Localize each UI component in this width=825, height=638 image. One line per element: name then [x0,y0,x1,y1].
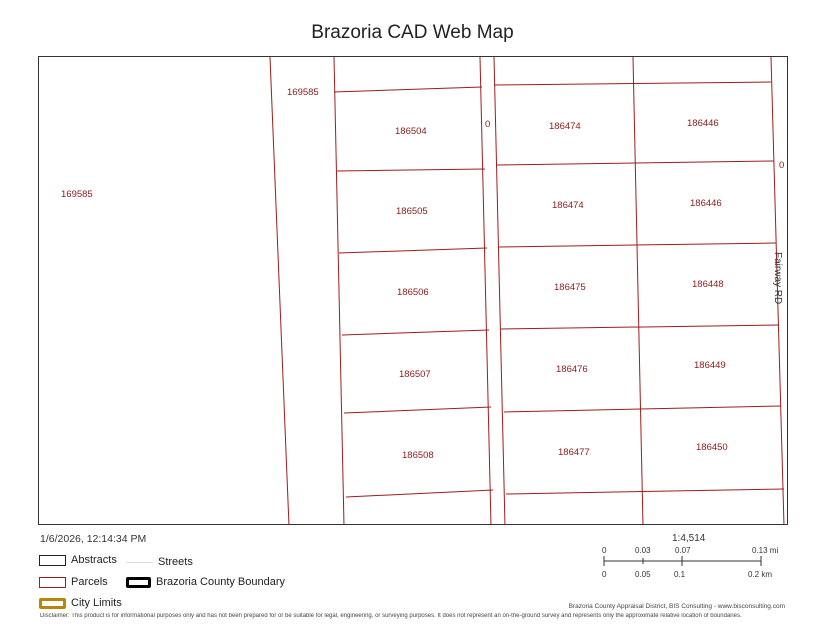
streets-swatch [126,562,153,563]
parcel-boundary-line [334,57,344,525]
parcel-label[interactable]: 186508 [402,450,434,461]
scale-tick-top: 0 [602,546,607,555]
parcel-label[interactable]: 186474 [552,200,584,211]
lot-line [506,489,784,494]
parcel-label[interactable]: 186448 [692,279,724,290]
credit-text: Brazoria County Appraisal District, BIS Consulting - www.bisconsulting.com [568,603,785,610]
lot-line [334,87,482,92]
lot-line [501,325,779,329]
parcel-label[interactable]: 186475 [554,282,586,293]
legend-item-city-limits [39,597,122,609]
parcel-label[interactable]: 186450 [696,442,728,453]
parcel-label[interactable]: 186449 [694,360,726,371]
parcel-label[interactable]: 186506 [397,287,429,298]
scale-tick-bottom: 0 [602,570,607,579]
scale-tick-top: 0.03 [635,546,651,555]
legend-label: City Limits [71,597,122,609]
lot-line [344,407,491,413]
parcel-boundary-line [633,57,643,525]
legend-item-streets [126,556,193,568]
parcel-label[interactable]: 186476 [556,364,588,375]
city-limits-swatch [39,598,66,609]
legend-item-county-boundary [126,576,285,588]
parcel-label[interactable]: 186446 [690,198,722,209]
legend-item-parcels [39,576,108,588]
parcel-boundary-line [270,57,289,525]
scale-tick-bottom: 0.05 [635,570,651,579]
lot-line [346,490,493,497]
parcel-label[interactable]: 186507 [399,369,431,380]
parcels-swatch [39,577,66,588]
legend-label: Streets [158,556,193,568]
scale-ratio: 1:4,514 [672,533,706,544]
county-boundary-swatch [126,577,151,588]
parcel-label[interactable]: 186474 [549,121,581,132]
lot-line [339,248,487,253]
legend-label: Brazoria County Boundary [156,576,286,588]
parcel-map[interactable] [39,57,788,525]
map-view[interactable] [38,56,788,525]
scale-tick-bottom: 0.1 [674,570,686,579]
parcel-label-169585-west[interactable]: 169585 [61,189,93,200]
legend-label: Abstracts [71,554,117,566]
print-timestamp: 1/6/2026, 12:14:34 PM [40,533,147,545]
legend-item-abstracts [39,554,117,566]
lot-line [494,82,771,85]
parcel-label[interactable]: 186504 [395,126,427,137]
parcel-label[interactable]: 186477 [558,447,590,458]
legend-label: Parcels [71,576,108,588]
parcel-label-169585-strip[interactable]: 169585 [287,87,319,98]
parcel-label[interactable]: 186446 [687,118,719,129]
scale-tick-top: 0.13 mi [752,546,779,555]
scale-tick-bottom: 0.2 km [748,570,773,579]
lot-line [504,406,781,412]
scale-bar [590,535,790,585]
disclaimer-text: Disclaimer: This product is for informational purposes only and has not been prepared for or be suitable for legal, engineering, or surveying purposes. It does not represent an on-the-ground survey and represents only the approximate relative location of boundaries. [40,613,742,619]
parcel-label[interactable]: 186505 [396,206,428,217]
map-title: Brazoria CAD Web Map [311,22,514,43]
row-boundary-line [494,57,505,525]
lot-line [342,330,489,335]
scale-tick-top: 0.07 [675,546,691,555]
zero-label: 0 [485,119,491,130]
road-label-fairway-rd: Fairway RD [772,252,783,305]
zero-label: 0 [779,160,785,171]
lot-line [337,169,485,171]
abstracts-swatch [39,555,66,566]
